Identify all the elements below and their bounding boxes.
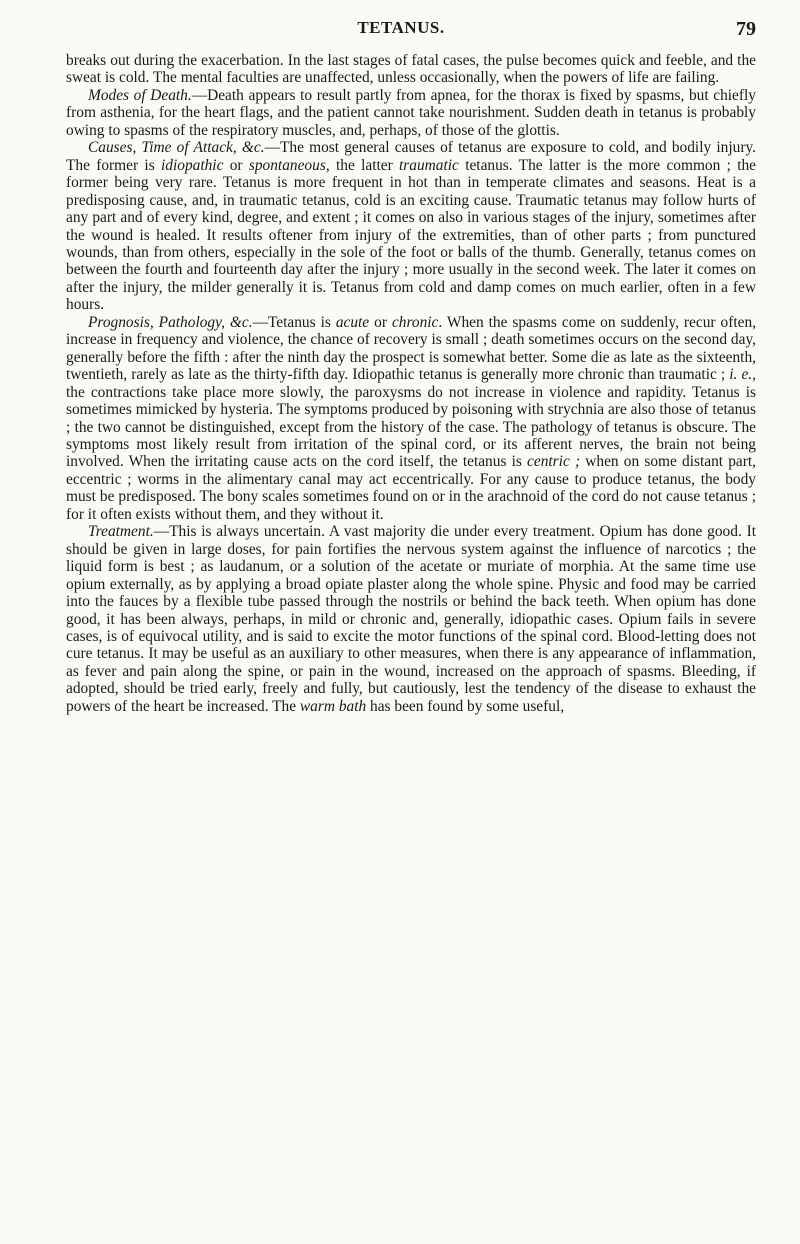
paragraph-continuation — [66, 52, 756, 87]
text-run: —Death appears to result partly from apnea, for the thorax is fixed by spasms, but chiefly from asthenia, for the heart flags, and the patient cannot take nourishment. Sudden death in tetanus is probably owing to spasms of the respiratory muscles, and, perhaps, of those of the glottis. — [66, 86, 756, 139]
text-run: —Tetanus is — [252, 313, 336, 331]
text-run: , the contractions take place more slowly, the paroxysms do not increase in violence and rapidity. Tetanus is sometimes mimicked by hysteria. The symptoms produced by poisoning with strychnia are also those of tetanus ; the two cannot be distinguished, except from the history of the case. The pathology of tetanus is obscure. The symptoms most likely result from irritation of the spinal cord, or its afferent nerves, the brain not being involved. When the irritating cause acts on the cord itself, the tetanus is — [66, 366, 756, 471]
paragraph-modes-of-death — [66, 87, 756, 139]
book-page — [66, 18, 756, 715]
paragraph-heading: Causes, Time of Attack, &c. — [88, 139, 265, 157]
paragraph-prognosis — [66, 314, 756, 523]
text-run: . When the spasms come on suddenly, recur often, increase in frequency and violence, the chance of recovery is small ; death sometimes occurs on the second day, generally before the fifth : after the ninth day the prospect is somewhat better. Some die as late as the sixteenth, twentieth, rarely as late as the thirty-fifth day. Idiopathic tetanus is generally more chronic than traumatic ; — [66, 313, 756, 384]
paragraph-treatment — [66, 523, 756, 715]
italic-term: centric ; — [527, 453, 581, 471]
italic-term: chronic — [391, 313, 439, 331]
text-run: or — [223, 156, 249, 174]
text-run: , the latter — [325, 156, 400, 174]
running-head — [66, 18, 756, 52]
paragraph-heading: Treatment. — [88, 523, 154, 541]
text-run: —This is always uncertain. A vast majority die under every treatment. Opium has done good. It should be given in large doses, for pain fortifies the nervous system against the influence of narcotics ; the liquid form is best ; as laudanum, or a solution of the acetate or muriate of morphia. At the same time use opium externally, as by applying a broad opiate plaster along the whole spine. Physic and food may be carried into the fauces by a flexible tube passed through the nostrils or behind the back teeth. When opium has done good, it has been always, perhaps, in mild or chronic and, generally, idiopathic cases. Opium fails in severe cases, is of equivocal utility, and is said to excite the motor functions of the spinal cord. Blood-letting does not cure tetanus. It may be useful as an auxiliary to other measures, when there is any appearance of inflammation, as fever and pain along the spine, or pain in the wound, increased on the approach of spasms. Bleeding, if adopted, should be tried early, freely and fully, but cautiously, lest the tendency of the disease to exhaust the powers of the heart be increased. The — [66, 523, 756, 715]
text-run: when on some distant part, eccentric ; worms in the alimentary canal may act eccentrically. For any cause to produce tetanus, the body must be predisposed. The bony scales sometimes found on or in the arachnoid of the cord do not cause tetanus ; for it often exists without them, and they without it. — [66, 453, 756, 523]
italic-term: traumatic — [399, 156, 459, 174]
italic-term: warm bath — [299, 697, 367, 715]
paragraph-heading: Modes of Death. — [88, 86, 192, 104]
italic-term: i. e. — [729, 366, 753, 384]
italic-term: idiopathic — [161, 156, 224, 174]
italic-term: acute — [335, 313, 370, 331]
text-run: has been found by some useful, — [366, 697, 565, 715]
page-number: 79 — [736, 18, 756, 40]
text-run: tetanus. The latter is the more common ; the former being very rare. Tetanus is more frequent in hot than in temperate climates and seasons. Heat is a predisposing cause, and, in traumatic tetanus, cold is an exciting cause. Traumatic tetanus may follow hurts of any part and of every kind, degree, and extent ; it comes on also in various stages of the injury, sometimes after the wound is healed. It results oftener from injury of the extremities, than of other parts ; from punctured wounds, than from others, especially in the sole of the foot or balls of the thumb. Generally, tetanus comes on between the fourth and fourteenth day after the injury ; more usually in the second week. The later it comes on after the injury, the milder generally it is. Tetanus from cold and damp comes on much earlier, often in a few hours. — [66, 156, 756, 314]
text-run: —The most general causes of tetanus are exposure to cold, and bodily injury. The former is — [66, 139, 756, 174]
text-run: breaks out during the exacerbation. In the last stages of fatal cases, the pulse becomes quick and feeble, and the sweat is cold. The mental faculties are unaffected, unless occasionally, when the powers of life are failing. — [66, 52, 756, 87]
italic-term: spontaneous — [248, 156, 326, 174]
text-run: or — [369, 313, 392, 331]
body-text — [66, 52, 756, 715]
paragraph-causes — [66, 139, 756, 314]
running-title: TETANUS. — [357, 18, 445, 37]
paragraph-heading: Prognosis, Pathology, &c. — [88, 313, 253, 331]
